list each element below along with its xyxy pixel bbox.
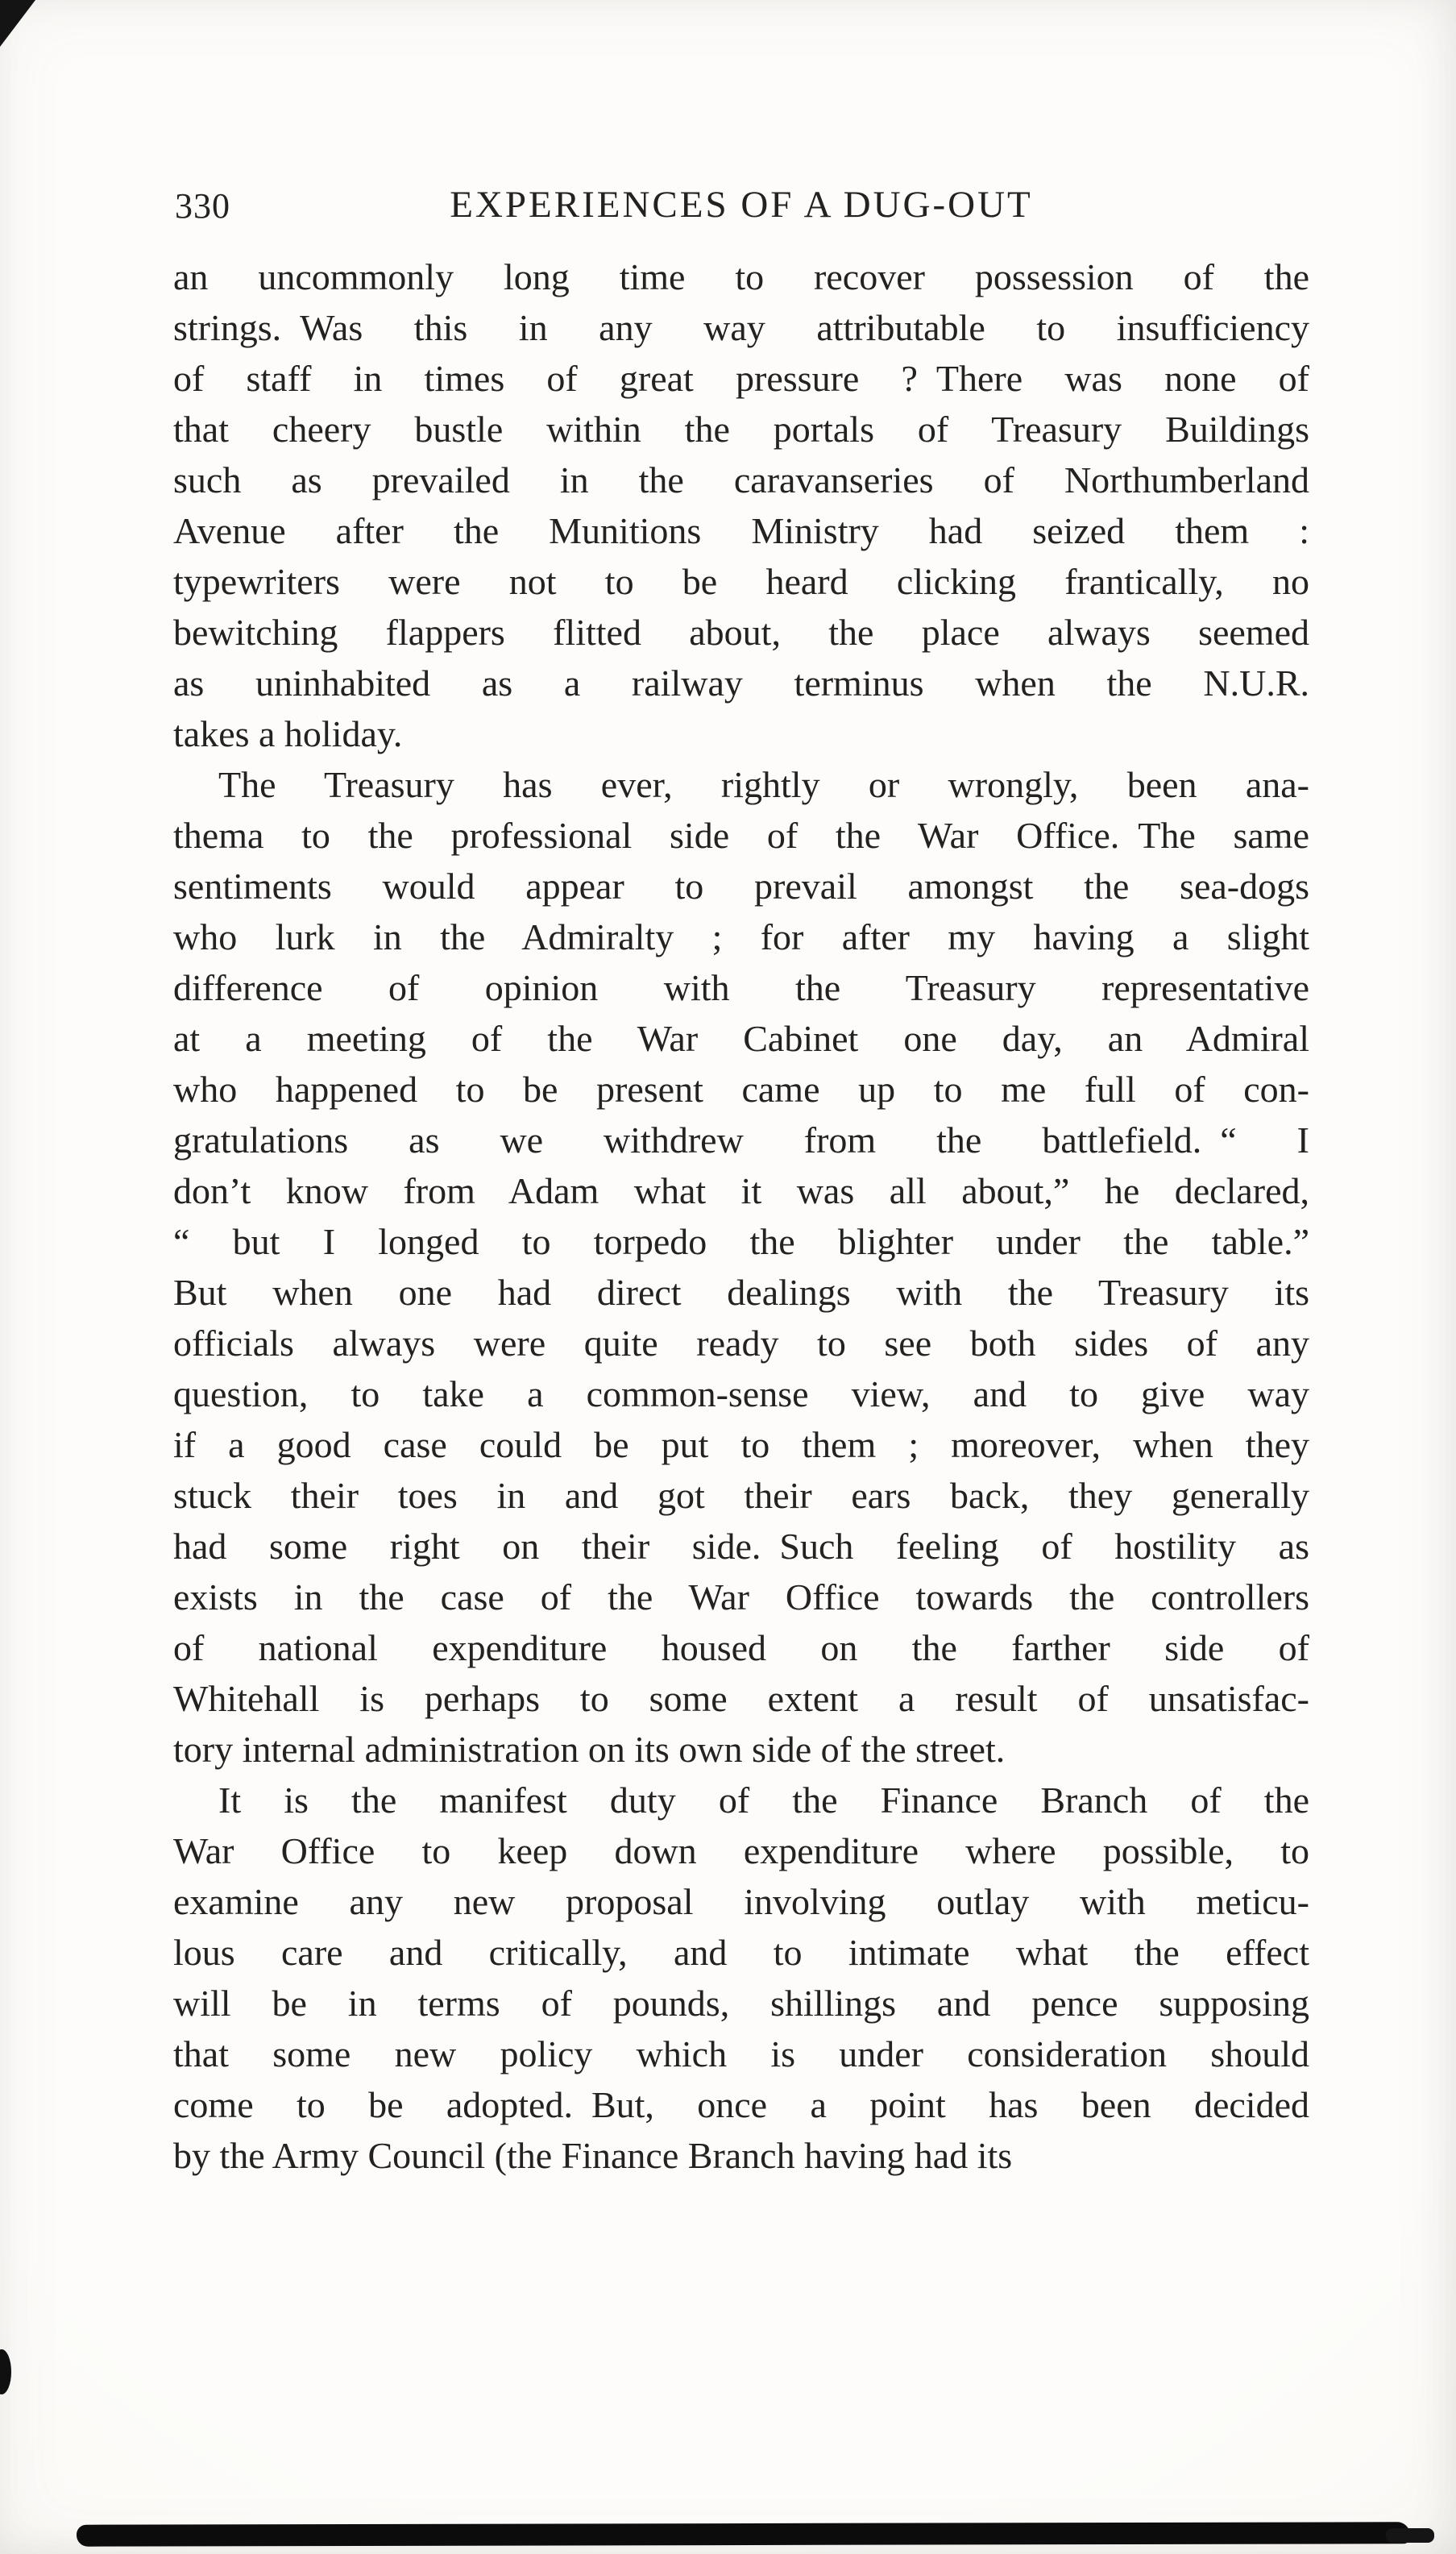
paragraph <box>173 251 1309 759</box>
text-line: lous care and critically, and to intimate what the effect <box>173 1932 1309 1973</box>
text-line: officials always were quite ready to see both sides of any <box>173 1323 1309 1364</box>
text-line: examine any new proposal involving outlay with meticu- <box>173 1881 1309 1922</box>
text-line: takes a holiday. <box>173 713 403 754</box>
text-line: strings. Was this in any way attributable to insufficiency <box>173 307 1309 348</box>
paragraph <box>173 1775 1309 2181</box>
text-line: that cheery bustle within the portals of Treasury Buildings <box>173 409 1309 450</box>
text-line: But when one had direct dealings with the Treasury its <box>173 1272 1309 1313</box>
paragraph <box>173 759 1309 1775</box>
page-number: 330 <box>175 186 230 226</box>
running-header-title: EXPERIENCES OF A DUG-OUT <box>450 184 1033 226</box>
scan-artifact-left-edge-blob <box>0 2349 11 2394</box>
text-line: Whitehall is perhaps to some extent a result of unsatisfac- <box>173 1678 1309 1719</box>
text-line: who happened to be present came up to me full of con- <box>173 1069 1309 1110</box>
text-line: at a meeting of the War Cabinet one day, an Admiral <box>173 1018 1309 1059</box>
scan-artifact-bottom-bar-tail <box>1386 2528 1434 2543</box>
text-line: stuck their toes in and got their ears back, they generally <box>173 1475 1309 1516</box>
text-line: exists in the case of the War Office towards the controllers <box>173 1576 1309 1618</box>
text-line: sentiments would appear to prevail amongst the sea-dogs <box>173 866 1309 907</box>
text-line: The Treasury has ever, rightly or wrongly, been ana- <box>218 764 1309 805</box>
text-line: Avenue after the Munitions Ministry had seized them : <box>173 510 1309 551</box>
text-line: of staff in times of great pressure ? There was none of <box>173 358 1309 399</box>
text-line: War Office to keep down expenditure where possible, to <box>173 1830 1309 1871</box>
text-line: by the Army Council (the Finance Branch having had its <box>173 2135 1013 2176</box>
text-line: difference of opinion with the Treasury representative <box>173 967 1309 1008</box>
page-header <box>173 171 1309 224</box>
text-line: such as prevailed in the caravanseries of Northumberland <box>173 459 1309 500</box>
text-block <box>173 251 1309 2181</box>
text-line: bewitching flappers flitted about, the place always seemed <box>173 612 1309 653</box>
text-line: come to be adopted. But, once a point has been decided <box>173 2084 1309 2125</box>
text-line: It is the manifest duty of the Finance Branch of the <box>218 1779 1309 1821</box>
text-line: if a good case could be put to them ; moreover, when they <box>173 1424 1309 1465</box>
text-line: as uninhabited as a railway terminus when the N.U.R. <box>173 662 1309 704</box>
text-line: typewriters were not to be heard clicking frantically, no <box>173 561 1309 602</box>
text-line: will be in terms of pounds, shillings and pence supposing <box>173 1983 1309 2024</box>
text-line: “ but I longed to torpedo the blighter under the table.” <box>173 1221 1309 1262</box>
text-line: that some new policy which is under consideration should <box>173 2033 1309 2074</box>
text-line: don’t know from Adam what it was all about,” he declared, <box>173 1170 1309 1211</box>
text-line: had some right on their side. Such feeling of hostility as <box>173 1526 1309 1567</box>
text-line: an uncommonly long time to recover possession of the <box>173 256 1309 297</box>
text-line: tory internal administration on its own side of the street. <box>173 1729 1006 1770</box>
text-line: question, to take a common-sense view, and to give way <box>173 1373 1309 1414</box>
scan-artifact-bottom-bar <box>77 2522 1410 2546</box>
page-content <box>173 171 1309 2181</box>
text-line: gratulations as we withdrew from the battlefield. “ I <box>173 1119 1309 1161</box>
text-line: thema to the professional side of the War Office. The same <box>173 815 1309 856</box>
scan-artifact-top-left-corner <box>0 0 35 47</box>
text-line: of national expenditure housed on the farther side of <box>173 1627 1309 1668</box>
text-line: who lurk in the Admiralty ; for after my having a slight <box>173 916 1309 957</box>
